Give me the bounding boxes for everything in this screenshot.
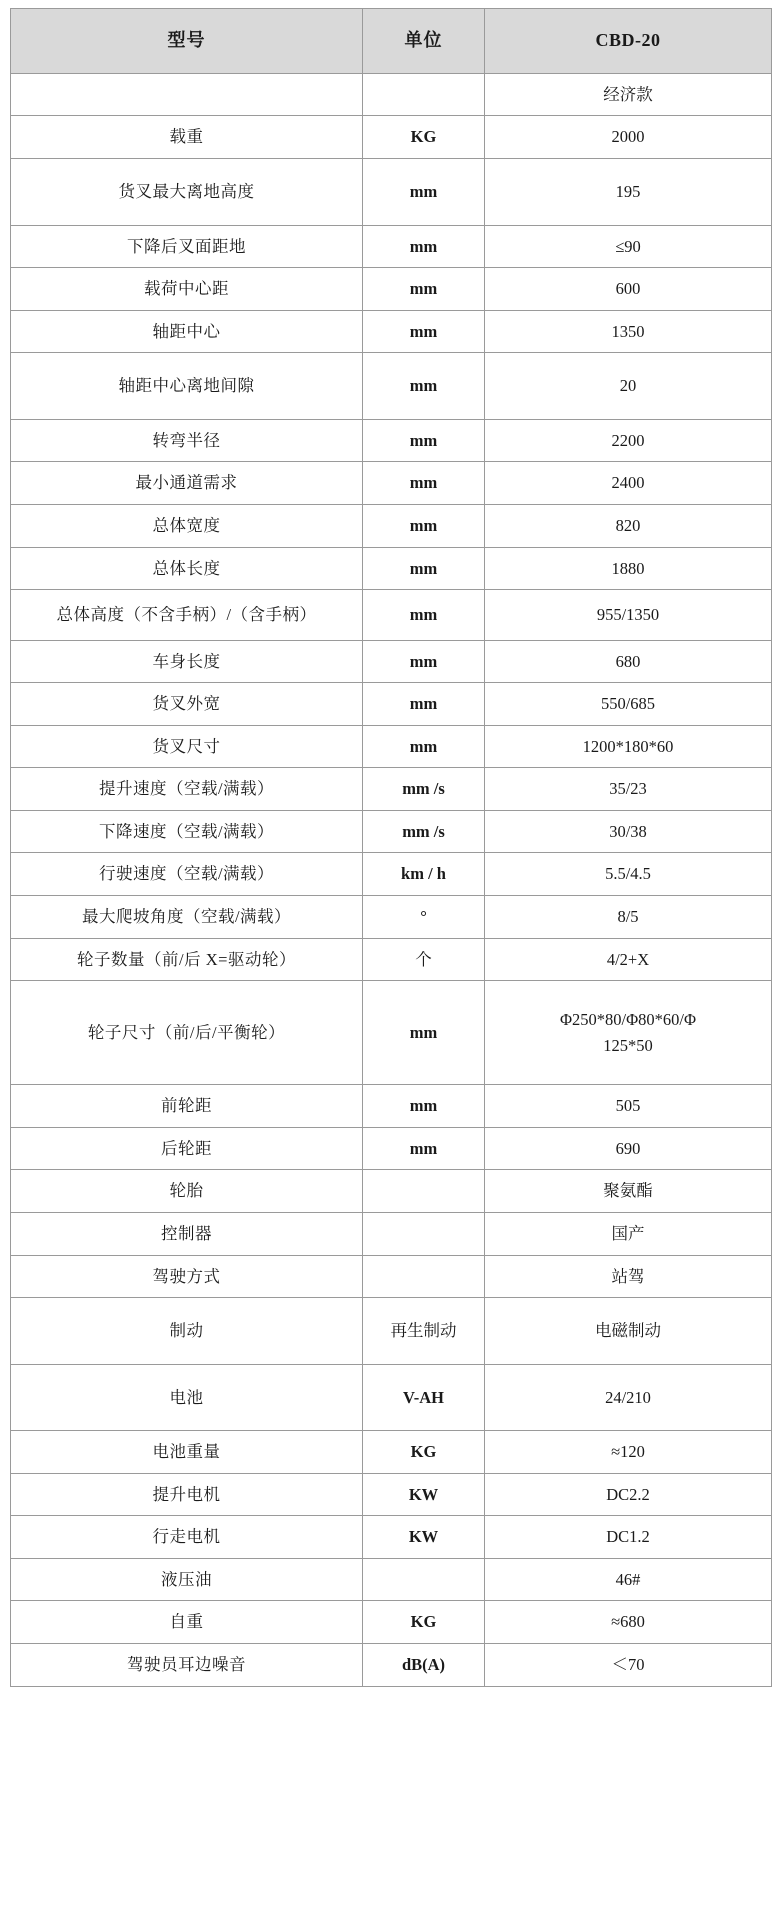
spec-name-cell: 液压油 xyxy=(11,1558,363,1601)
table-row xyxy=(11,981,772,1085)
spec-unit-cell: mm xyxy=(363,725,485,768)
table-row xyxy=(11,896,772,939)
table-header-row xyxy=(11,9,772,74)
spec-name-cell: 轴距中心 xyxy=(11,310,363,353)
table-row xyxy=(11,1212,772,1255)
spec-unit-cell xyxy=(363,1558,485,1601)
spec-value-cell: 经济款 xyxy=(485,73,772,116)
table-row xyxy=(11,268,772,311)
spec-unit-cell: V-AH xyxy=(363,1364,485,1431)
spec-value-cell: 2000 xyxy=(485,116,772,159)
table-row xyxy=(11,810,772,853)
spec-value-cell: 电磁制动 xyxy=(485,1298,772,1365)
spec-value-cell: 4/2+X xyxy=(485,938,772,981)
spec-unit-cell: mm xyxy=(363,683,485,726)
spec-value-cell: DC2.2 xyxy=(485,1473,772,1516)
table-row xyxy=(11,725,772,768)
spec-unit-cell: mm xyxy=(363,1127,485,1170)
spec-unit-cell: mm xyxy=(363,353,485,420)
header-unit: 单位 xyxy=(363,9,485,74)
spec-value-cell: 2200 xyxy=(485,419,772,462)
table-row xyxy=(11,768,772,811)
table-row xyxy=(11,1516,772,1559)
spec-unit-cell: KG xyxy=(363,116,485,159)
spec-value-cell: 1350 xyxy=(485,310,772,353)
table-row xyxy=(11,1298,772,1365)
table-row xyxy=(11,310,772,353)
spec-value-cell: 690 xyxy=(485,1127,772,1170)
spec-name-cell: 载荷中心距 xyxy=(11,268,363,311)
spec-name-cell: 下降速度（空载/满载） xyxy=(11,810,363,853)
spec-name-cell: 行走电机 xyxy=(11,1516,363,1559)
spec-unit-cell: KG xyxy=(363,1431,485,1474)
spec-name-cell: 前轮距 xyxy=(11,1085,363,1128)
spec-value-cell: 5.5/4.5 xyxy=(485,853,772,896)
spec-name-cell: 电池 xyxy=(11,1364,363,1431)
spec-name-cell: 轮子尺寸（前/后/平衡轮） xyxy=(11,981,363,1085)
spec-unit-cell: KW xyxy=(363,1473,485,1516)
table-row xyxy=(11,1127,772,1170)
table-row xyxy=(11,1601,772,1644)
spec-name-cell: 总体长度 xyxy=(11,547,363,590)
spec-unit-cell: mm xyxy=(363,268,485,311)
table-row xyxy=(11,1644,772,1687)
spec-value-cell: ≤90 xyxy=(485,225,772,268)
spec-unit-cell: mm xyxy=(363,590,485,641)
spec-value-cell: 20 xyxy=(485,353,772,420)
header-model: 型号 xyxy=(11,9,363,74)
spec-unit-cell: mm xyxy=(363,1085,485,1128)
table-row xyxy=(11,683,772,726)
spec-value-cell: 8/5 xyxy=(485,896,772,939)
spec-value-cell: 1880 xyxy=(485,547,772,590)
spec-unit-cell: mm xyxy=(363,504,485,547)
spec-value-cell: 46# xyxy=(485,1558,772,1601)
table-row xyxy=(11,1170,772,1213)
spec-unit-cell xyxy=(363,73,485,116)
table-row xyxy=(11,504,772,547)
spec-value-cell: 195 xyxy=(485,159,772,226)
spec-name-cell: 提升电机 xyxy=(11,1473,363,1516)
spec-value-cell: 国产 xyxy=(485,1212,772,1255)
spec-unit-cell: KG xyxy=(363,1601,485,1644)
spec-unit-cell: mm /s xyxy=(363,810,485,853)
spec-name-cell: 载重 xyxy=(11,116,363,159)
spec-unit-cell: mm xyxy=(363,640,485,683)
spec-name-cell: 货叉外宽 xyxy=(11,683,363,726)
spec-value-cell: 505 xyxy=(485,1085,772,1128)
specification-table xyxy=(10,8,772,1687)
spec-value-cell: 聚氨酯 xyxy=(485,1170,772,1213)
spec-value-cell: 955/1350 xyxy=(485,590,772,641)
spec-value-cell: ≈680 xyxy=(485,1601,772,1644)
spec-name-cell: 提升速度（空载/满载） xyxy=(11,768,363,811)
table-header xyxy=(11,9,772,74)
spec-value-cell: ≈120 xyxy=(485,1431,772,1474)
table-row xyxy=(11,116,772,159)
spec-value-cell: 600 xyxy=(485,268,772,311)
spec-value-cell: DC1.2 xyxy=(485,1516,772,1559)
table-row xyxy=(11,1431,772,1474)
table-row xyxy=(11,419,772,462)
spec-name-cell: 后轮距 xyxy=(11,1127,363,1170)
spec-unit-cell xyxy=(363,1212,485,1255)
table-row xyxy=(11,938,772,981)
table-row xyxy=(11,640,772,683)
spec-unit-cell: mm xyxy=(363,310,485,353)
spec-name-cell: 车身长度 xyxy=(11,640,363,683)
spec-name-cell: 驾驶员耳边噪音 xyxy=(11,1644,363,1687)
spec-unit-cell: mm /s xyxy=(363,768,485,811)
table-row xyxy=(11,73,772,116)
spec-value-cell: Φ250*80/Φ80*60/Φ 125*50 xyxy=(485,981,772,1085)
spec-unit-cell: mm xyxy=(363,225,485,268)
table-row xyxy=(11,462,772,505)
spec-unit-cell: km / h xyxy=(363,853,485,896)
spec-name-cell: 驾驶方式 xyxy=(11,1255,363,1298)
spec-name-cell: 行驶速度（空载/满载） xyxy=(11,853,363,896)
table-row xyxy=(11,1558,772,1601)
spec-unit-cell xyxy=(363,1170,485,1213)
table-row xyxy=(11,353,772,420)
spec-name-cell: 最小通道需求 xyxy=(11,462,363,505)
spec-name-cell: 制动 xyxy=(11,1298,363,1365)
table-row xyxy=(11,547,772,590)
spec-value-cell: ＜70 xyxy=(485,1644,772,1687)
spec-name-cell: 总体高度（不含手柄）/（含手柄） xyxy=(11,590,363,641)
spec-name-cell: 最大爬坡角度（空载/满载） xyxy=(11,896,363,939)
spec-unit-cell xyxy=(363,1255,485,1298)
table-row xyxy=(11,159,772,226)
spec-unit-cell: mm xyxy=(363,462,485,505)
table-row xyxy=(11,225,772,268)
table-row xyxy=(11,853,772,896)
spec-name-cell: 货叉最大离地高度 xyxy=(11,159,363,226)
spec-name-cell: 轮子数量（前/后 X=驱动轮） xyxy=(11,938,363,981)
spec-unit-cell: 再生制动 xyxy=(363,1298,485,1365)
spec-name-cell: 电池重量 xyxy=(11,1431,363,1474)
table-row xyxy=(11,1473,772,1516)
spec-value-cell: 680 xyxy=(485,640,772,683)
spec-unit-cell: mm xyxy=(363,981,485,1085)
spec-name-cell: 总体宽度 xyxy=(11,504,363,547)
spec-value-cell: 2400 xyxy=(485,462,772,505)
table-body xyxy=(11,73,772,1686)
spec-unit-cell: KW xyxy=(363,1516,485,1559)
spec-name-cell: 轮胎 xyxy=(11,1170,363,1213)
table-row xyxy=(11,1364,772,1431)
spec-unit-cell: dB(A) xyxy=(363,1644,485,1687)
spec-name-cell: 货叉尺寸 xyxy=(11,725,363,768)
spec-unit-cell: mm xyxy=(363,547,485,590)
table-row xyxy=(11,1255,772,1298)
spec-name-cell: 下降后叉面距地 xyxy=(11,225,363,268)
table-row xyxy=(11,1085,772,1128)
spec-value-cell: 30/38 xyxy=(485,810,772,853)
spec-value-cell: 550/685 xyxy=(485,683,772,726)
spec-unit-cell: ° xyxy=(363,896,485,939)
spec-value-cell: 24/210 xyxy=(485,1364,772,1431)
spec-name-cell xyxy=(11,73,363,116)
spec-value-cell: 1200*180*60 xyxy=(485,725,772,768)
spec-unit-cell: 个 xyxy=(363,938,485,981)
spec-unit-cell: mm xyxy=(363,419,485,462)
spec-name-cell: 转弯半径 xyxy=(11,419,363,462)
spec-unit-cell: mm xyxy=(363,159,485,226)
spec-name-cell: 控制器 xyxy=(11,1212,363,1255)
header-cbd-20: CBD-20 xyxy=(485,9,772,74)
spec-name-cell: 自重 xyxy=(11,1601,363,1644)
table-row xyxy=(11,590,772,641)
spec-value-cell: 820 xyxy=(485,504,772,547)
spec-name-cell: 轴距中心离地间隙 xyxy=(11,353,363,420)
spec-value-cell: 35/23 xyxy=(485,768,772,811)
spec-value-cell: 站驾 xyxy=(485,1255,772,1298)
